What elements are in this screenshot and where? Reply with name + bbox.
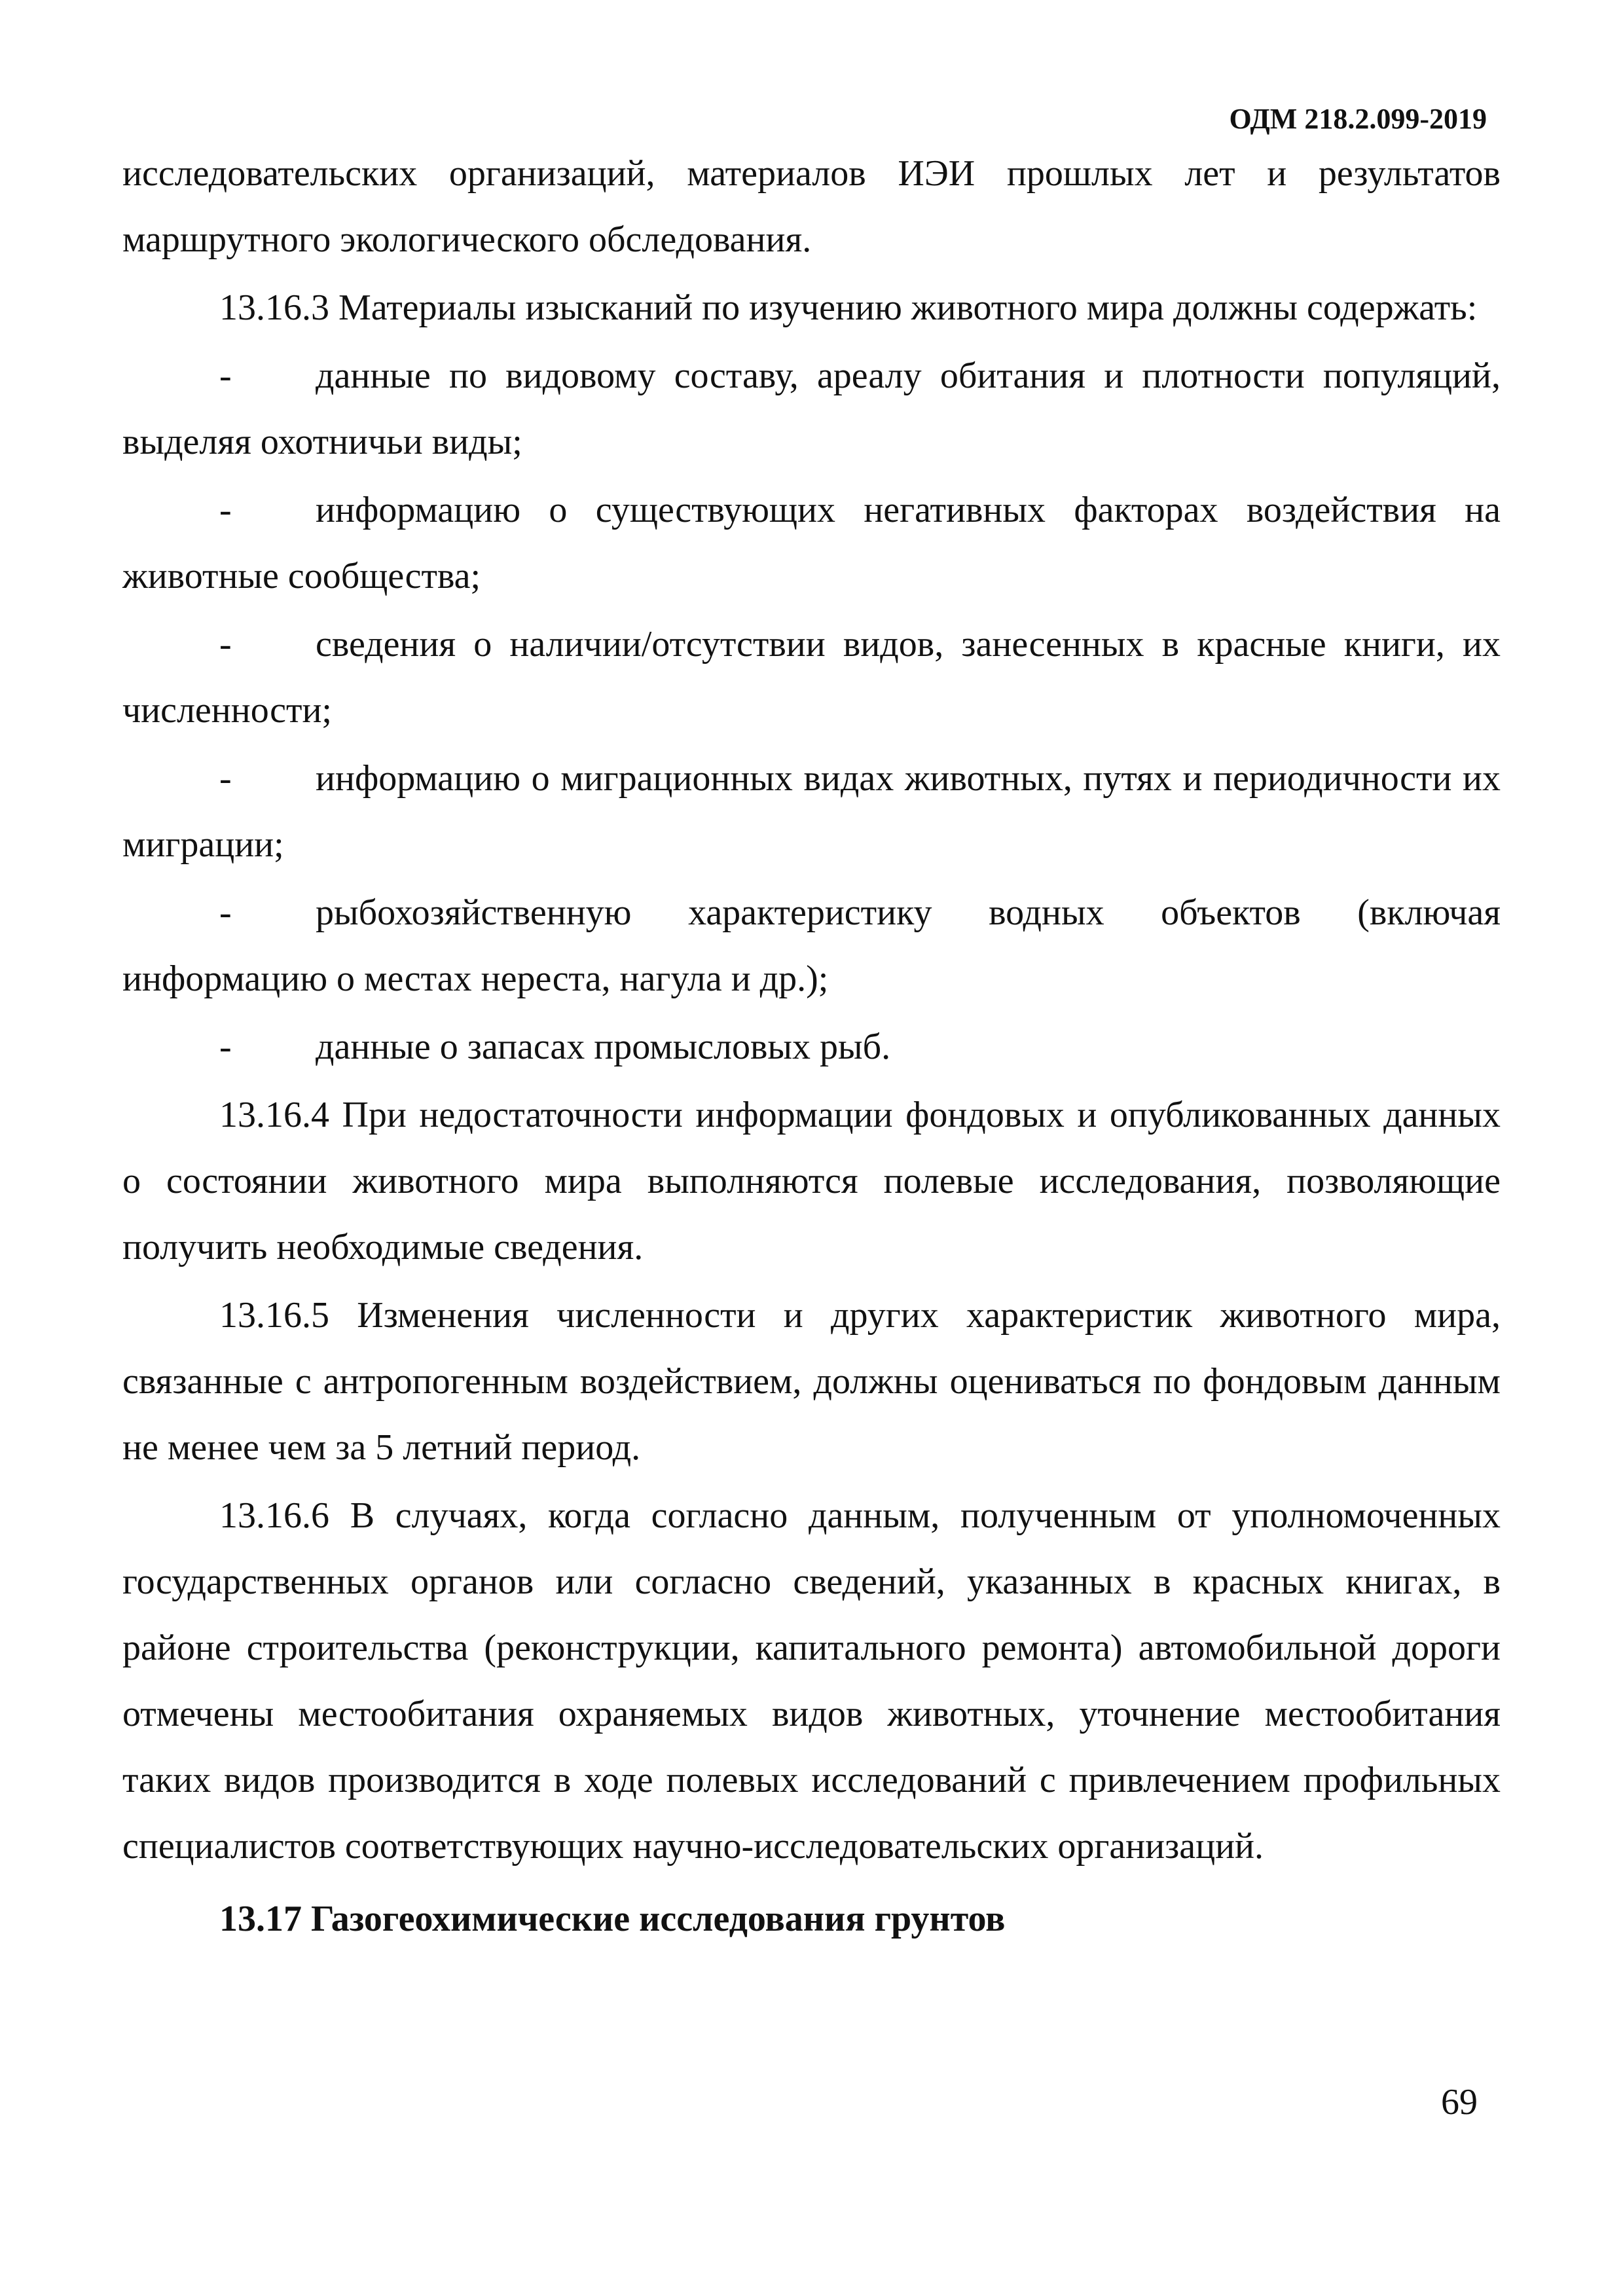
list-item — [122, 343, 1501, 475]
list-dash: - — [219, 490, 232, 530]
list-dash: - — [219, 758, 232, 799]
list-item — [122, 611, 1501, 744]
list-item-text: данные о запасах промысловых рыб. — [316, 1027, 891, 1067]
list-item — [122, 746, 1501, 878]
list-dash: - — [219, 892, 232, 933]
document-code: ОДМ 218.2.099-2019 — [1229, 103, 1487, 135]
paragraph-13-16-4: 13.16.4 При недостаточности информации фондовых и опубликованных данных о состоянии животного мира выполняются полевые исследования, позволяющие получить необходимые сведения. — [122, 1095, 1501, 1267]
paragraph-13-16-6: 13.16.6 В случаях, когда согласно данным, полученным от уполномоченных государственных органов или согласно сведений, указанных в красных книгах, в районе строительства (реконструкции, капитального ремонта) автомобильной дороги отмечены местообитания охраняемых видов животных, уточнение местообитания таких видов производится в ходе полевых исследований с привлечением профильных специалистов соответствующих научно-исследовательских организаций. — [122, 1495, 1501, 1867]
list-item — [122, 477, 1501, 610]
list-item-text: информацию о существующих негативных факторах воздействия на животные сообщества; — [122, 490, 1501, 596]
list-dash: - — [219, 1027, 232, 1067]
list-item-text: данные по видовому составу, ареалу обитания и плотности популяций, выделяя охотничьи виды; — [122, 355, 1501, 462]
paragraph-13-16-3: 13.16.3 Материалы изысканий по изучению животного мира должны содержать: — [219, 287, 1478, 328]
page-number: 69 — [1441, 2082, 1478, 2123]
list-item — [122, 1014, 1501, 1080]
list-dash: - — [219, 624, 232, 665]
section-heading-13-17: 13.17 Газогеохимические исследования грунтов — [219, 1899, 1006, 1939]
list-item-text: сведения о наличии/отсутствии видов, занесенных в красные книги, их численности; — [122, 624, 1501, 731]
list-item-text: рыбохозяйственную характеристику водных объектов (включая информацию о местах нереста, нагула и др.); — [122, 892, 1501, 999]
animal-data-list — [122, 343, 1501, 1080]
list-item — [122, 880, 1501, 1012]
intro-paragraph: исследовательских организаций, материалов ИЭИ прошлых лет и результатов маршрутного экологического обследования. — [122, 153, 1501, 260]
document-body — [122, 141, 1501, 1952]
list-item-text: информацию о миграционных видах животных, путях и периодичности их миграции; — [122, 758, 1501, 865]
list-dash: - — [219, 355, 232, 396]
paragraph-13-16-5: 13.16.5 Изменения численности и других характеристик животного мира, связанные с антропогенным воздействием, должны оцениваться по фондовым данным не менее чем за 5 летний период. — [122, 1295, 1501, 1468]
